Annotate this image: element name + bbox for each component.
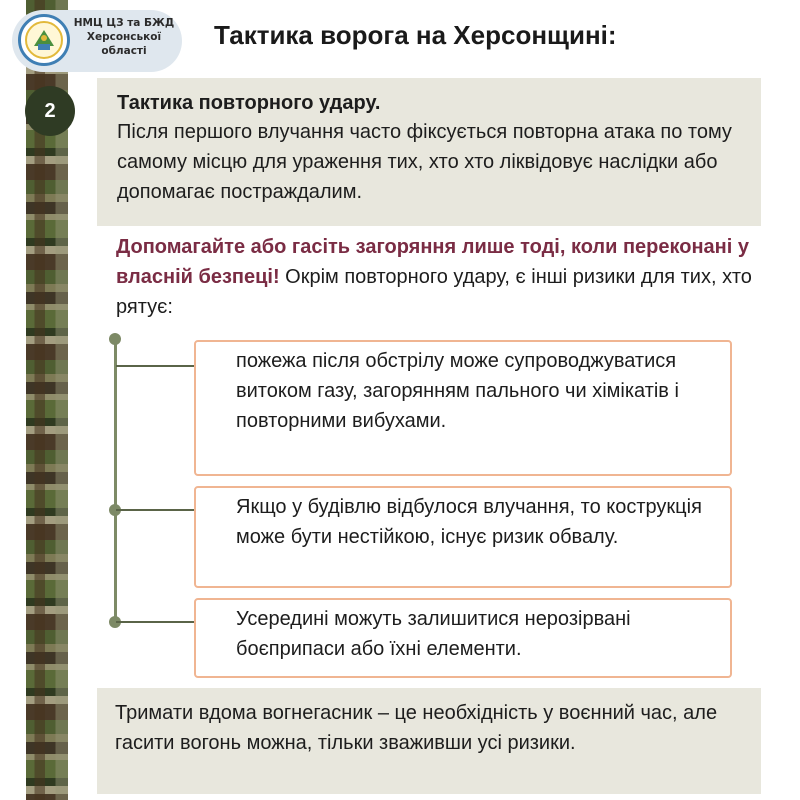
tree-root-dot (109, 333, 121, 345)
tactic-heading: Тактика повторного удару. (117, 92, 381, 114)
risk-tree-trunk (114, 339, 117, 623)
step-number-badge: 2 (25, 86, 75, 136)
safety-warning (116, 232, 766, 322)
tactic-description: Після першого влучання часто фіксується повторна атака по тому самому місцю для ураження тих, хто хто ліквідовує наслідки або допомагає постраждалим. (117, 121, 732, 203)
risk-item: Усередині можуть залишитися нерозірвані боєприпаси або їхні елементи. (194, 598, 732, 678)
risk-item: пожежа після обстрілу може супроводжуватися витоком газу, загорянням пального чи хімікатів і повторними вибухами. (194, 340, 732, 476)
organization-emblem-icon (18, 14, 70, 66)
conclusion-panel: Тримати вдома вогнегасник – це необхідність у воєнний час, але гасити вогонь можна, тільки зваживши усі ризики. (97, 688, 761, 794)
risk-item: Якщо у будівлю відбулося влучання, то кострукція може бути нестійкою, існує ризик обвалу. (194, 486, 732, 588)
warning-emphasis: Допомагайте або гасіть загоряння лише тоді, коли переконані у власній безпеці! (116, 236, 749, 288)
organization-name: НМЦ ЦЗ та БЖД Херсонської області (73, 17, 175, 57)
warning-text: Окрім повторного удару, є інші ризики для тих, хто рятує: (116, 266, 752, 318)
page-title: Тактика ворога на Херсонщині: (214, 20, 617, 50)
tactic-panel (97, 78, 761, 226)
